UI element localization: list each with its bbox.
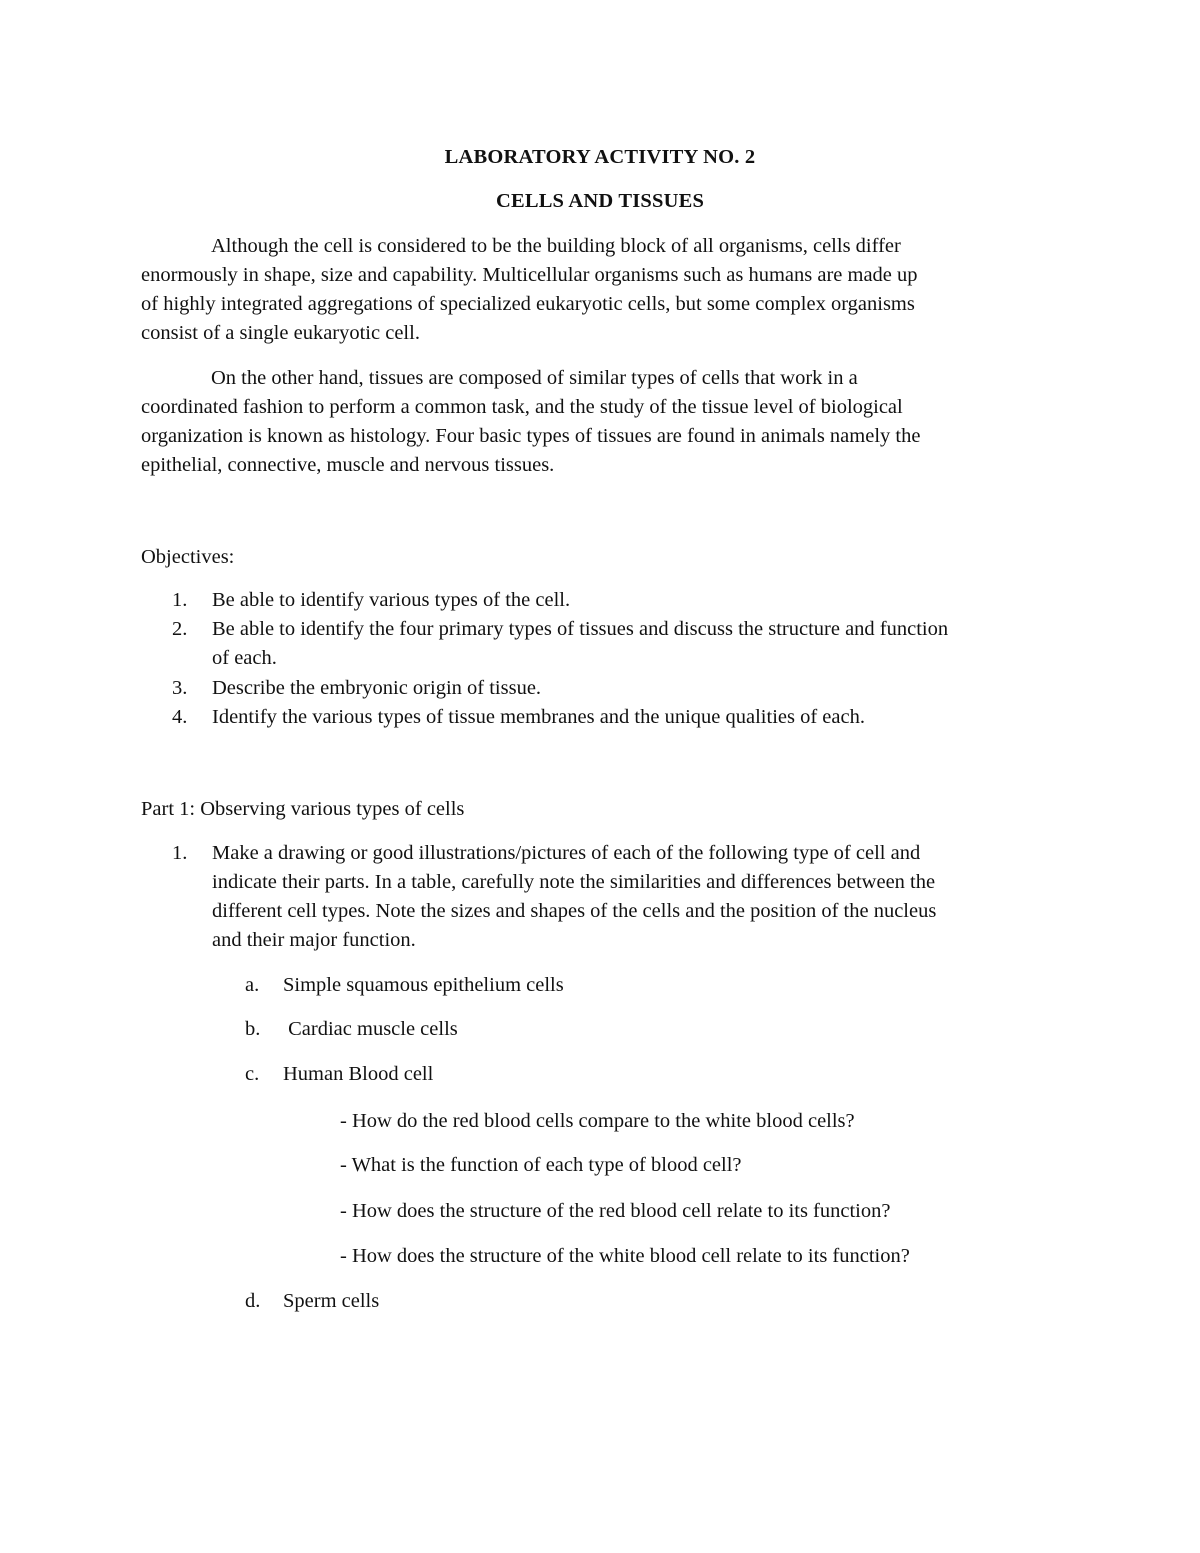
list-marker: 1. — [172, 842, 188, 864]
list-marker: a. — [245, 974, 260, 996]
list-marker: c. — [245, 1063, 260, 1085]
sub-item-label: Cardiac muscle cells — [283, 1018, 458, 1040]
sub-item-d — [245, 1287, 379, 1316]
paragraph-line: epithelial, connective, muscle and nervous tissues. — [141, 454, 555, 476]
list-marker: b. — [245, 1018, 261, 1040]
objective-text — [212, 703, 865, 732]
paragraph-line: Although the cell is considered to be the building block of all organisms, cells differ — [211, 235, 901, 257]
part1-line: and their major function. — [212, 929, 416, 951]
sub-item-c — [245, 1060, 433, 1089]
objective-line: Identify the various types of tissue membranes and the unique qualities of each. — [212, 706, 865, 728]
question-2: - What is the function of each type of blood cell? — [340, 1154, 742, 1176]
list-marker: 2. — [172, 618, 188, 640]
document-subtitle: CELLS AND TISSUES — [495, 190, 705, 212]
document-title: LABORATORY ACTIVITY NO. 2 — [444, 146, 756, 168]
paragraph-line: coordinated fashion to perform a common task, and the study of the tissue level of biological — [141, 396, 903, 418]
part1-heading: Part 1: Observing various types of cells — [141, 798, 465, 820]
paragraph-line: consist of a single eukaryotic cell. — [141, 322, 420, 344]
objective-line: of each. — [212, 647, 277, 669]
question-1: - How do the red blood cells compare to the white blood cells? — [340, 1110, 855, 1132]
objective-text — [212, 586, 570, 615]
question-4: - How does the structure of the white blood cell relate to its function? — [340, 1245, 910, 1267]
paragraph-line: On the other hand, tissues are composed of similar types of cells that work in a — [211, 367, 858, 389]
paragraph-line: organization is known as histology. Four basic types of tissues are found in animals namely the — [141, 425, 921, 447]
intro-paragraph-1 — [141, 232, 1066, 348]
list-marker: 1. — [172, 589, 188, 611]
sub-item-label: Human Blood cell — [283, 1063, 434, 1085]
objectives-heading: Objectives: — [141, 546, 235, 568]
objective-text — [212, 615, 948, 673]
part1-line: indicate their parts. In a table, carefully note the similarities and differences between the — [212, 871, 936, 893]
part1-line: different cell types. Note the sizes and shapes of the cells and the position of the nucleus — [212, 900, 937, 922]
sub-item-label: Sperm cells — [283, 1290, 380, 1312]
intro-paragraph-2 — [141, 364, 1066, 480]
paragraph-line: enormously in shape, size and capability. Multicellular organisms such as humans are made up — [141, 264, 918, 286]
sub-item-a — [245, 971, 564, 1000]
sub-item-b — [245, 1015, 458, 1044]
objective-line: Be able to identify various types of the cell. — [212, 589, 571, 611]
objective-text — [212, 674, 541, 703]
list-marker: d. — [245, 1290, 261, 1312]
paragraph-line: of highly integrated aggregations of specialized eukaryotic cells, but some complex organisms — [141, 293, 915, 315]
objective-line: Be able to identify the four primary types of tissues and discuss the structure and function — [212, 618, 949, 640]
list-marker: 3. — [172, 677, 188, 699]
sub-item-label: Simple squamous epithelium cells — [283, 974, 564, 996]
objective-line: Describe the embryonic origin of tissue. — [212, 677, 542, 699]
part1-item-text — [212, 839, 936, 955]
part1-line: Make a drawing or good illustrations/pictures of each of the following type of cell and — [212, 842, 921, 864]
list-marker: 4. — [172, 706, 188, 728]
question-3: - How does the structure of the red blood cell relate to its function? — [340, 1200, 891, 1222]
